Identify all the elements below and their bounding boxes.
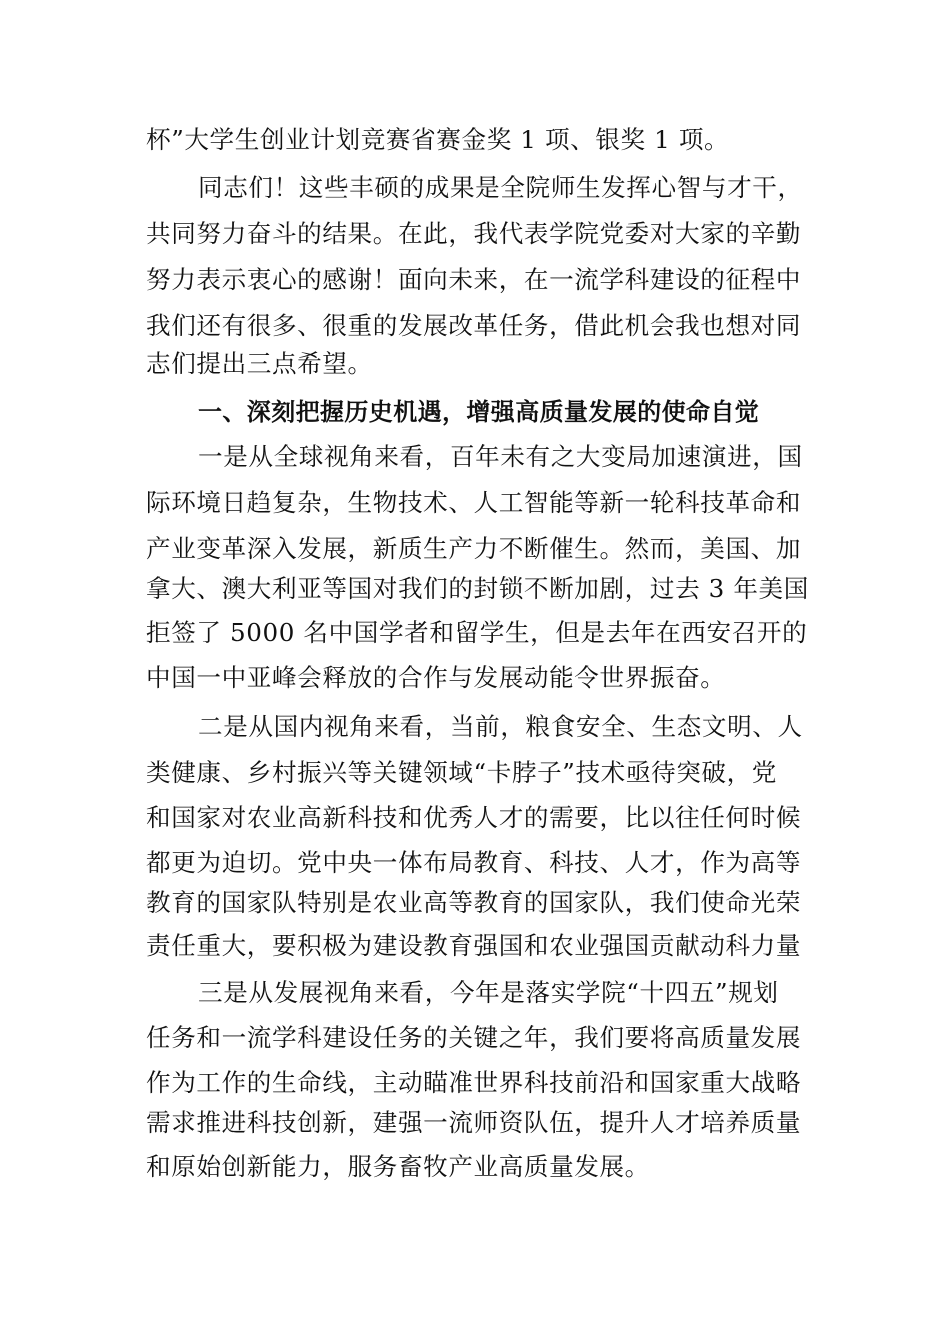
text-line: 我们还有很多、很重的发展改革任务，借此机会我也想对同 bbox=[146, 311, 802, 340]
text-line: 责任重大，要积极为建设教育强国和农业强国贡献动科力量 bbox=[146, 931, 802, 960]
paragraph-first-line: 二是从国内视角来看，当前，粮食安全、生态文明、人 bbox=[198, 712, 803, 741]
text-line: 产业变革深入发展，新质生产力不断催生。然而，美国、加 bbox=[146, 534, 802, 563]
text-line: 际环境日趋复杂，生物技术、人工智能等新一轮科技革命和 bbox=[146, 488, 802, 517]
text-line: 类健康、乡村振兴等关键领域“卡脖子”技术亟待突破，党 bbox=[146, 758, 777, 787]
paragraph-first-line: 一是从全球视角来看，百年未有之大变局加速演进，国 bbox=[198, 442, 803, 471]
text-line: 共同努力奋斗的结果。在此，我代表学院党委对大家的辛勤 bbox=[146, 219, 802, 248]
text-line: 和国家对农业高新科技和优秀人才的需要，比以往任何时候 bbox=[146, 803, 802, 832]
text-line: 作为工作的生命线，主动瞄准世界科技前沿和国家重大战略 bbox=[146, 1068, 802, 1097]
text-line: 中国一中亚峰会释放的合作与发展动能令世界振奋。 bbox=[146, 663, 726, 692]
text-line: 杯”大学生创业计划竞赛省赛金奖 1 项、银奖 1 项。 bbox=[146, 125, 730, 154]
text-line: 拿大、澳大利亚等国对我们的封锁不断加剧，过去 3 年美国 bbox=[146, 574, 809, 603]
paragraph-first-line: 三是从发展视角来看，今年是落实学院“十四五”规划 bbox=[198, 978, 779, 1007]
text-line: 志们提出三点希望。 bbox=[146, 349, 373, 378]
text-line: 都更为迫切。党中央一体布局教育、科技、人才，作为高等 bbox=[146, 848, 802, 877]
text-line: 任务和一流学科建设任务的关键之年，我们要将高质量发展 bbox=[146, 1023, 802, 1052]
text-line: 和原始创新能力，服务畜牧产业高质量发展。 bbox=[146, 1152, 650, 1181]
text-line: 努力表示衷心的感谢！面向未来，在一流学科建设的征程中 bbox=[146, 265, 802, 294]
paragraph-first-line: 同志们！这些丰硕的成果是全院师生发挥心智与才干， bbox=[198, 173, 803, 202]
text-line: 拒签了 5000 名中国学者和留学生，但是去年在西安召开的 bbox=[146, 618, 808, 647]
text-line: 需求推进科技创新，建强一流师资队伍，提升人才培养质量 bbox=[146, 1108, 802, 1137]
text-line: 教育的国家队特别是农业高等教育的国家队，我们使命光荣 bbox=[146, 888, 802, 917]
section-heading: 一、深刻把握历史机遇，增强高质量发展的使命自觉 bbox=[198, 398, 760, 426]
